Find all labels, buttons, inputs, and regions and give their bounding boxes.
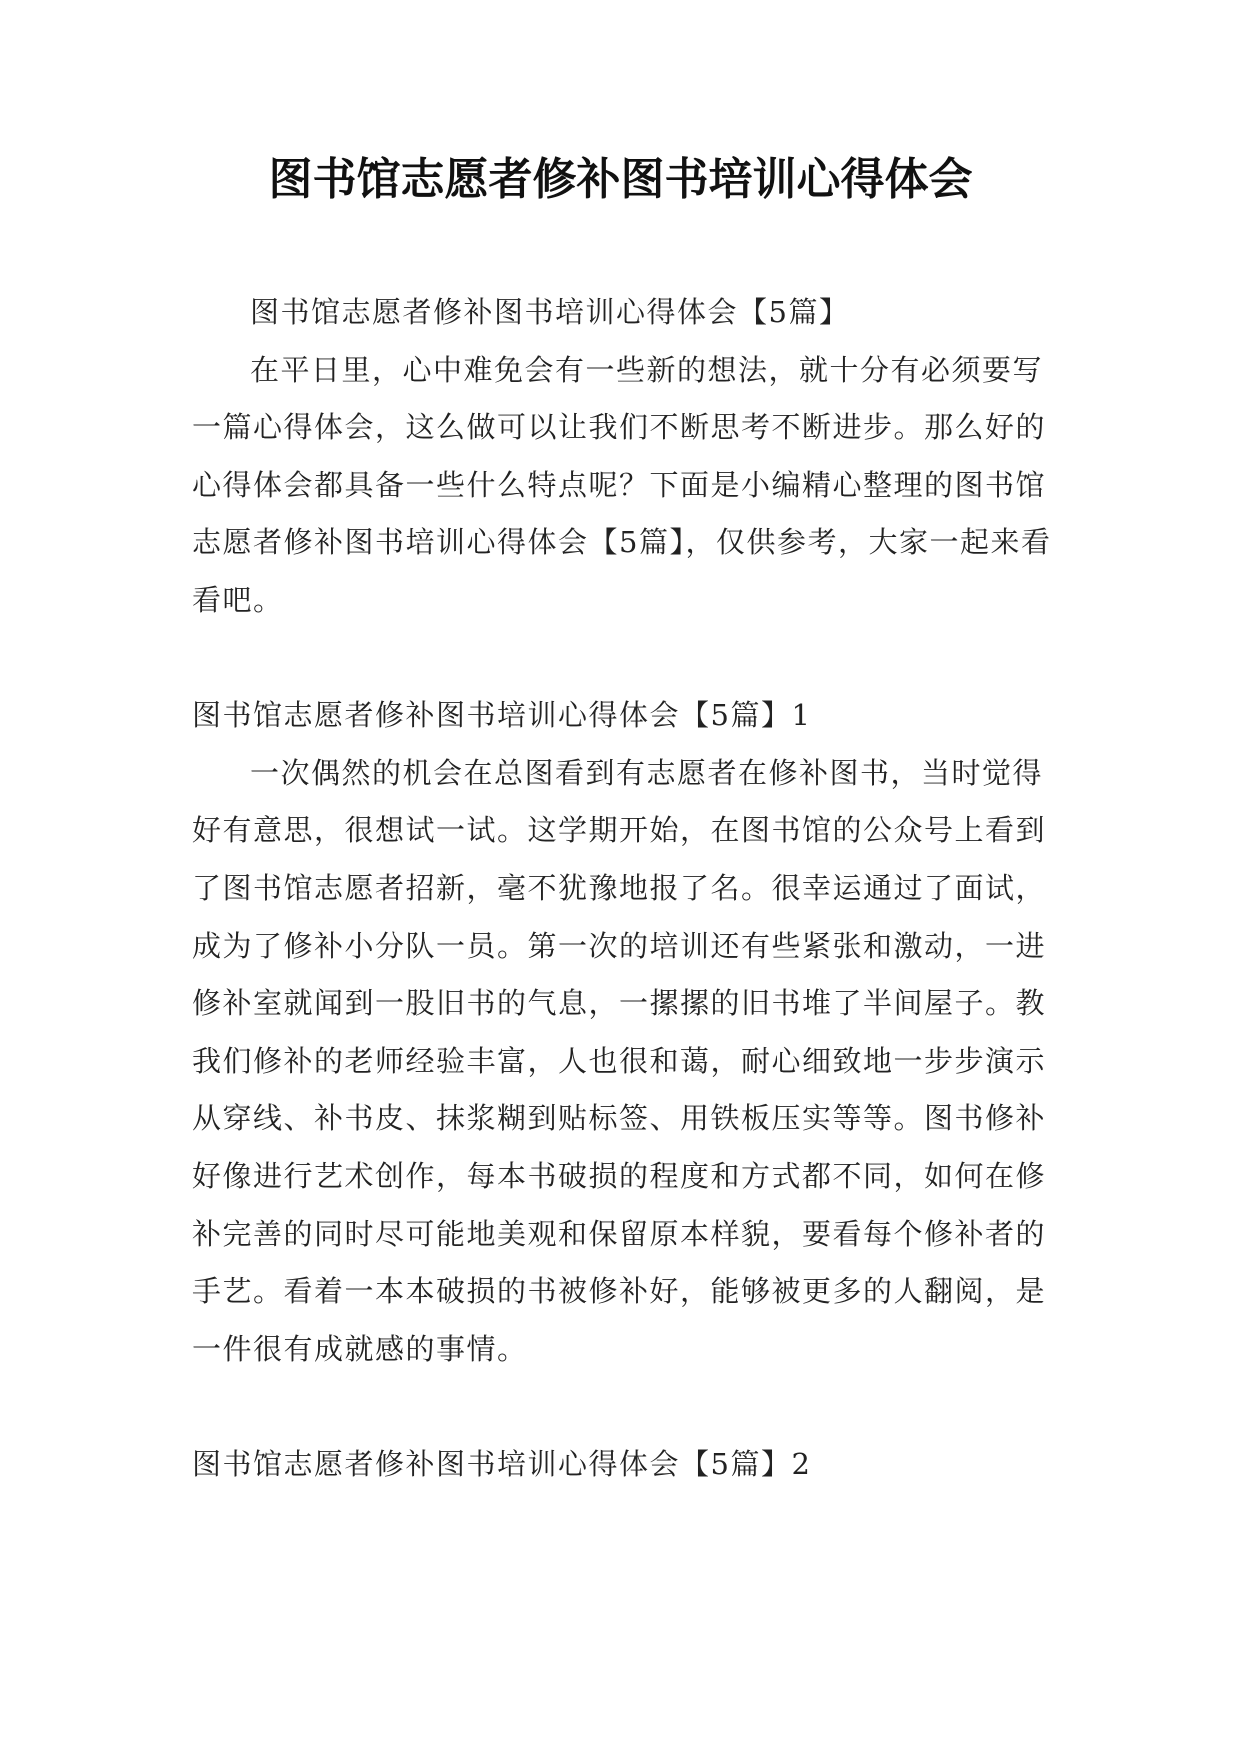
- document-title: 图书馆志愿者修补图书培训心得体会: [268, 154, 973, 205]
- section-heading-2: 图书馆志愿者修补图书培训心得体会【5篇】2: [192, 1446, 812, 1481]
- paragraph-gap: [192, 1378, 1062, 1436]
- paragraph-gap: [192, 630, 1062, 688]
- document-subtitle: 图书馆志愿者修补图书培训心得体会【5篇】: [250, 295, 850, 329]
- section-heading-1: 图书馆志愿者修补图书培训心得体会【5篇】1: [192, 698, 812, 733]
- intro-paragraph: 在平日里，心中难免会有一些新的想法，就十分有必须要写一篇心得体会，这么做可以让我们不断思考不断进步。那么好的心得体会都具备一些什么特点呢？下面是小编精心整理的图书馆志愿者修补图书培训心得体会【5篇】，仅供参考，大家一起来看看吧。: [192, 352, 1052, 617]
- document-body: [192, 284, 1062, 1493]
- section-body-1: 一次偶然的机会在总图看到有志愿者在修补图书，当时觉得好有意思，很想试一试。这学期开始，在图书馆的公众号上看到了图书馆志愿者招新，毫不犹豫地报了名。很幸运通过了面试，成为了修补小分队一员。第一次的培训还有些紧张和激动，一进修补室就闻到一股旧书的气息，一摞摞的旧书堆了半间屋子。教我们修补的老师经验丰富，人也很和蔼，耐心细致地一步步演示从穿线、补书皮、抹浆糊到贴标签、用铁板压实等等。图书修补好像进行艺术创作，每本书破损的程度和方式都不同，如何在修补完善的同时尽可能地美观和保留原本样貌，要看每个修补者的手艺。看着一本本破损的书被修补好，能够被更多的人翻阅，是一件很有成就感的事情。: [192, 755, 1047, 1366]
